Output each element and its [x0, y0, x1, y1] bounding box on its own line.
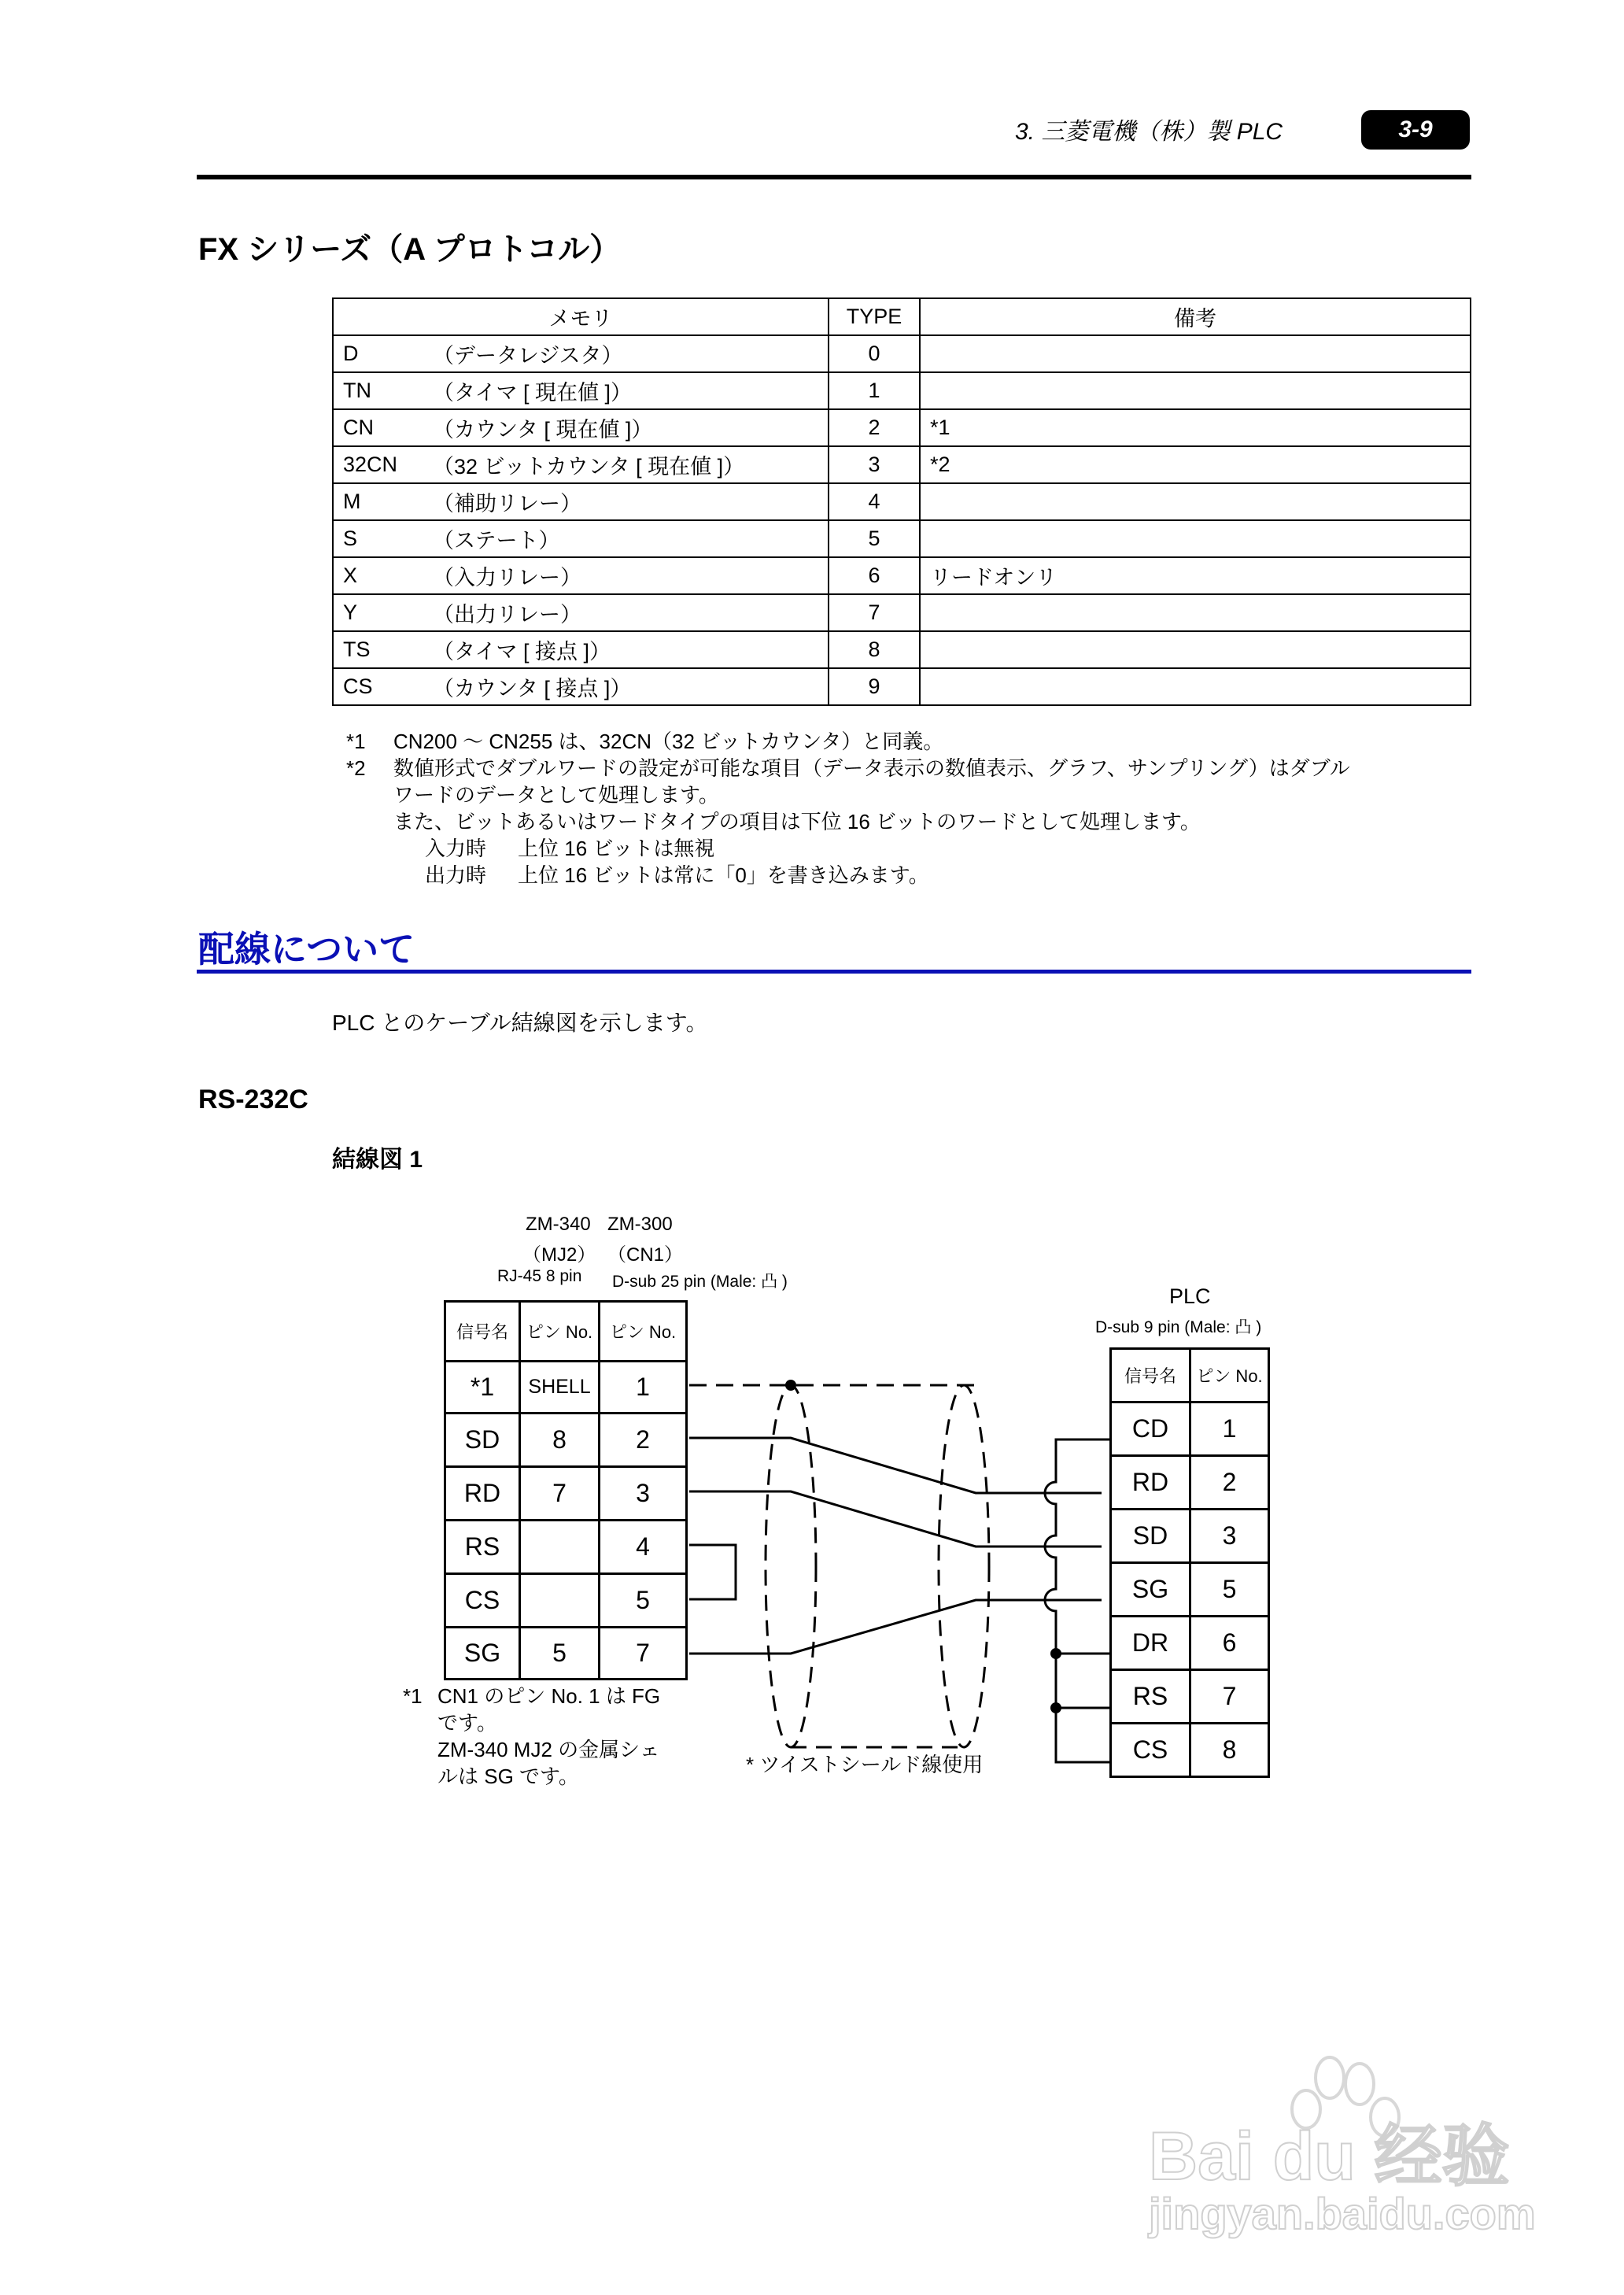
footnote-text: ZM-340 MJ2 の金属シェ [437, 1738, 660, 1761]
wire-rs-cs-loop [689, 1545, 736, 1599]
memory-type: 2 [829, 409, 920, 446]
output-label: 出力時 [425, 863, 487, 887]
memory-name: （タイマ [ 現在値 ]） [423, 372, 829, 409]
note-2-line-3: また、ビットあるいはワードタイプの項目は下位 16 ビットのワードとして処理します。 [393, 810, 1201, 833]
signal: *1 [445, 1362, 520, 1414]
footnote-text: ルは SG です。 [437, 1765, 579, 1788]
memory-type: 7 [829, 594, 920, 631]
pin: 6 [1190, 1617, 1269, 1670]
port-a-label: （MJ2） [522, 1244, 596, 1266]
note-text: 数値形式でダブルワードの設定が可能な項目（データ表示の数値表示、グラフ、サンプリング）はダブル [393, 756, 1350, 780]
note-text: CN200 ～ CN255 は、32CN（32 ビットカウンタ）と同義。 [393, 730, 944, 753]
port-b-label: （CN1） [607, 1244, 684, 1266]
signal: RD [445, 1467, 520, 1521]
input-label: 入力時 [425, 837, 487, 860]
model-b-label: ZM-300 [607, 1214, 673, 1235]
memory-name: （出力リレー） [423, 594, 829, 631]
pin-b: 7 [600, 1628, 687, 1680]
pin: 7 [1190, 1670, 1269, 1724]
watermark-url: jingyan.baidu.com [1149, 2189, 1536, 2238]
pin-a: 5 [520, 1628, 600, 1680]
diagram-footnote [403, 1683, 660, 1790]
junction-dot [1050, 1702, 1061, 1713]
memory-code: CN [333, 409, 423, 446]
header-signal: 信号名 [1111, 1349, 1190, 1402]
pin-a: 7 [520, 1467, 600, 1521]
shield-ellipse-right [939, 1385, 989, 1747]
pin-b: 5 [600, 1574, 687, 1628]
header-pin-b: ピン No. [600, 1302, 687, 1362]
memory-code: TN [333, 372, 423, 409]
pin: 2 [1190, 1456, 1269, 1510]
header-remarks: 備考 [920, 298, 1471, 335]
subsection-title: RS-232C [198, 1085, 308, 1114]
signal: SD [445, 1414, 520, 1467]
footnote-mark: *1 [403, 1684, 423, 1708]
pin: 3 [1190, 1510, 1269, 1563]
memory-name: （タイマ [ 接点 ]） [423, 631, 829, 668]
baidu-watermark [1149, 2046, 1558, 2251]
pin-b: 1 [600, 1362, 687, 1414]
header-type: TYPE [829, 298, 920, 335]
watermark-brand: Bai du 经验 [1149, 2119, 1510, 2194]
wire-sd-to-rd [689, 1438, 1102, 1493]
pin-a: 8 [520, 1414, 600, 1467]
memory-remarks: *1 [920, 409, 1471, 446]
memory-type: 3 [829, 446, 920, 483]
memory-type: 0 [829, 335, 920, 372]
pin: 8 [1190, 1724, 1269, 1777]
pin: 1 [1190, 1402, 1269, 1456]
signal: RS [1111, 1670, 1190, 1724]
note-mark: *2 [346, 756, 366, 780]
signal: RS [445, 1521, 520, 1574]
header-pin-a: ピン No. [520, 1302, 600, 1362]
signal: RD [1111, 1456, 1190, 1510]
memory-code: CS [333, 668, 423, 705]
junction-dot [1050, 1648, 1061, 1659]
signal: SG [445, 1628, 520, 1680]
note-2-line-2: ワードのデータとして処理します。 [393, 783, 719, 807]
memory-code: 32CN [333, 446, 423, 483]
pin-b: 2 [600, 1414, 687, 1467]
pin-b: 4 [600, 1521, 687, 1574]
wire-sg-to-sg [689, 1600, 1102, 1654]
memory-code: X [333, 557, 423, 594]
memory-code: D [333, 335, 423, 372]
signal: DR [1111, 1617, 1190, 1670]
plc-connector-type: D-sub 9 pin (Male: 凸 ) [1095, 1318, 1262, 1336]
memory-type: 6 [829, 557, 920, 594]
diagram-title: 結線図 1 [332, 1147, 423, 1173]
footnote-text: です。 [437, 1711, 497, 1735]
memory-type: 9 [829, 668, 920, 705]
memory-code: Y [333, 594, 423, 631]
memory-name: （カウンタ [ 接点 ]） [423, 668, 829, 705]
page-number: 3-9 [1398, 116, 1433, 142]
signal: SG [1111, 1563, 1190, 1617]
model-a-label: ZM-340 [526, 1214, 591, 1235]
footnote-line [403, 1683, 660, 1709]
memory-name: （ステート） [423, 520, 829, 557]
memory-code: M [333, 483, 423, 520]
input-text: 上位 16 ビットは無視 [518, 837, 715, 860]
memory-type: 4 [829, 483, 920, 520]
memory-remarks: リードオンリ [920, 557, 1471, 594]
header-pin: ピン No. [1190, 1349, 1269, 1402]
memory-name: （補助リレー） [423, 483, 829, 520]
memory-name: （32 ビットカウンタ [ 現在値 ]） [423, 446, 829, 483]
type-b-label: D-sub 25 pin (Male: 凸 ) [612, 1273, 788, 1291]
shield-note: * ツイストシールド線使用 [746, 1753, 984, 1776]
memory-remarks: *2 [920, 446, 1471, 483]
pin-a: SHELL [520, 1362, 600, 1414]
section-title: FX シリーズ（A プロトコル） [198, 232, 622, 267]
wire-rd-to-sd [689, 1491, 1102, 1547]
pin: 5 [1190, 1563, 1269, 1617]
memory-name: （カウンタ [ 現在値 ]） [423, 409, 829, 446]
memory-type: 1 [829, 372, 920, 409]
header-memory: メモリ [333, 298, 829, 335]
junction-dot [785, 1380, 796, 1391]
note-mark: *1 [346, 730, 366, 753]
memory-code: TS [333, 631, 423, 668]
signal: SD [1111, 1510, 1190, 1563]
output-text: 上位 16 ビットは常に「0」を書き込みます。 [518, 863, 929, 887]
signal: CS [1111, 1724, 1190, 1777]
memory-type: 8 [829, 631, 920, 668]
type-a-label: RJ-45 8 pin [497, 1267, 582, 1285]
shield-ellipse-left [766, 1385, 816, 1747]
wiring-section-title: 配線について [198, 929, 415, 970]
signal: CS [445, 1574, 520, 1628]
memory-code: S [333, 520, 423, 557]
footnote-text: CN1 のピン No. 1 は FG [437, 1684, 661, 1708]
header-signal: 信号名 [445, 1302, 520, 1362]
chapter-title: 3. 三菱電機（株）製 PLC [1015, 119, 1283, 145]
wiring-intro: PLC とのケーブル結線図を示します。 [332, 1011, 708, 1035]
signal: CD [1111, 1402, 1190, 1456]
pin-b: 3 [600, 1467, 687, 1521]
memory-name: （入力リレー） [423, 557, 829, 594]
memory-name: （データレジスタ） [423, 335, 829, 372]
memory-type: 5 [829, 520, 920, 557]
plc-label: PLC [1169, 1284, 1211, 1308]
